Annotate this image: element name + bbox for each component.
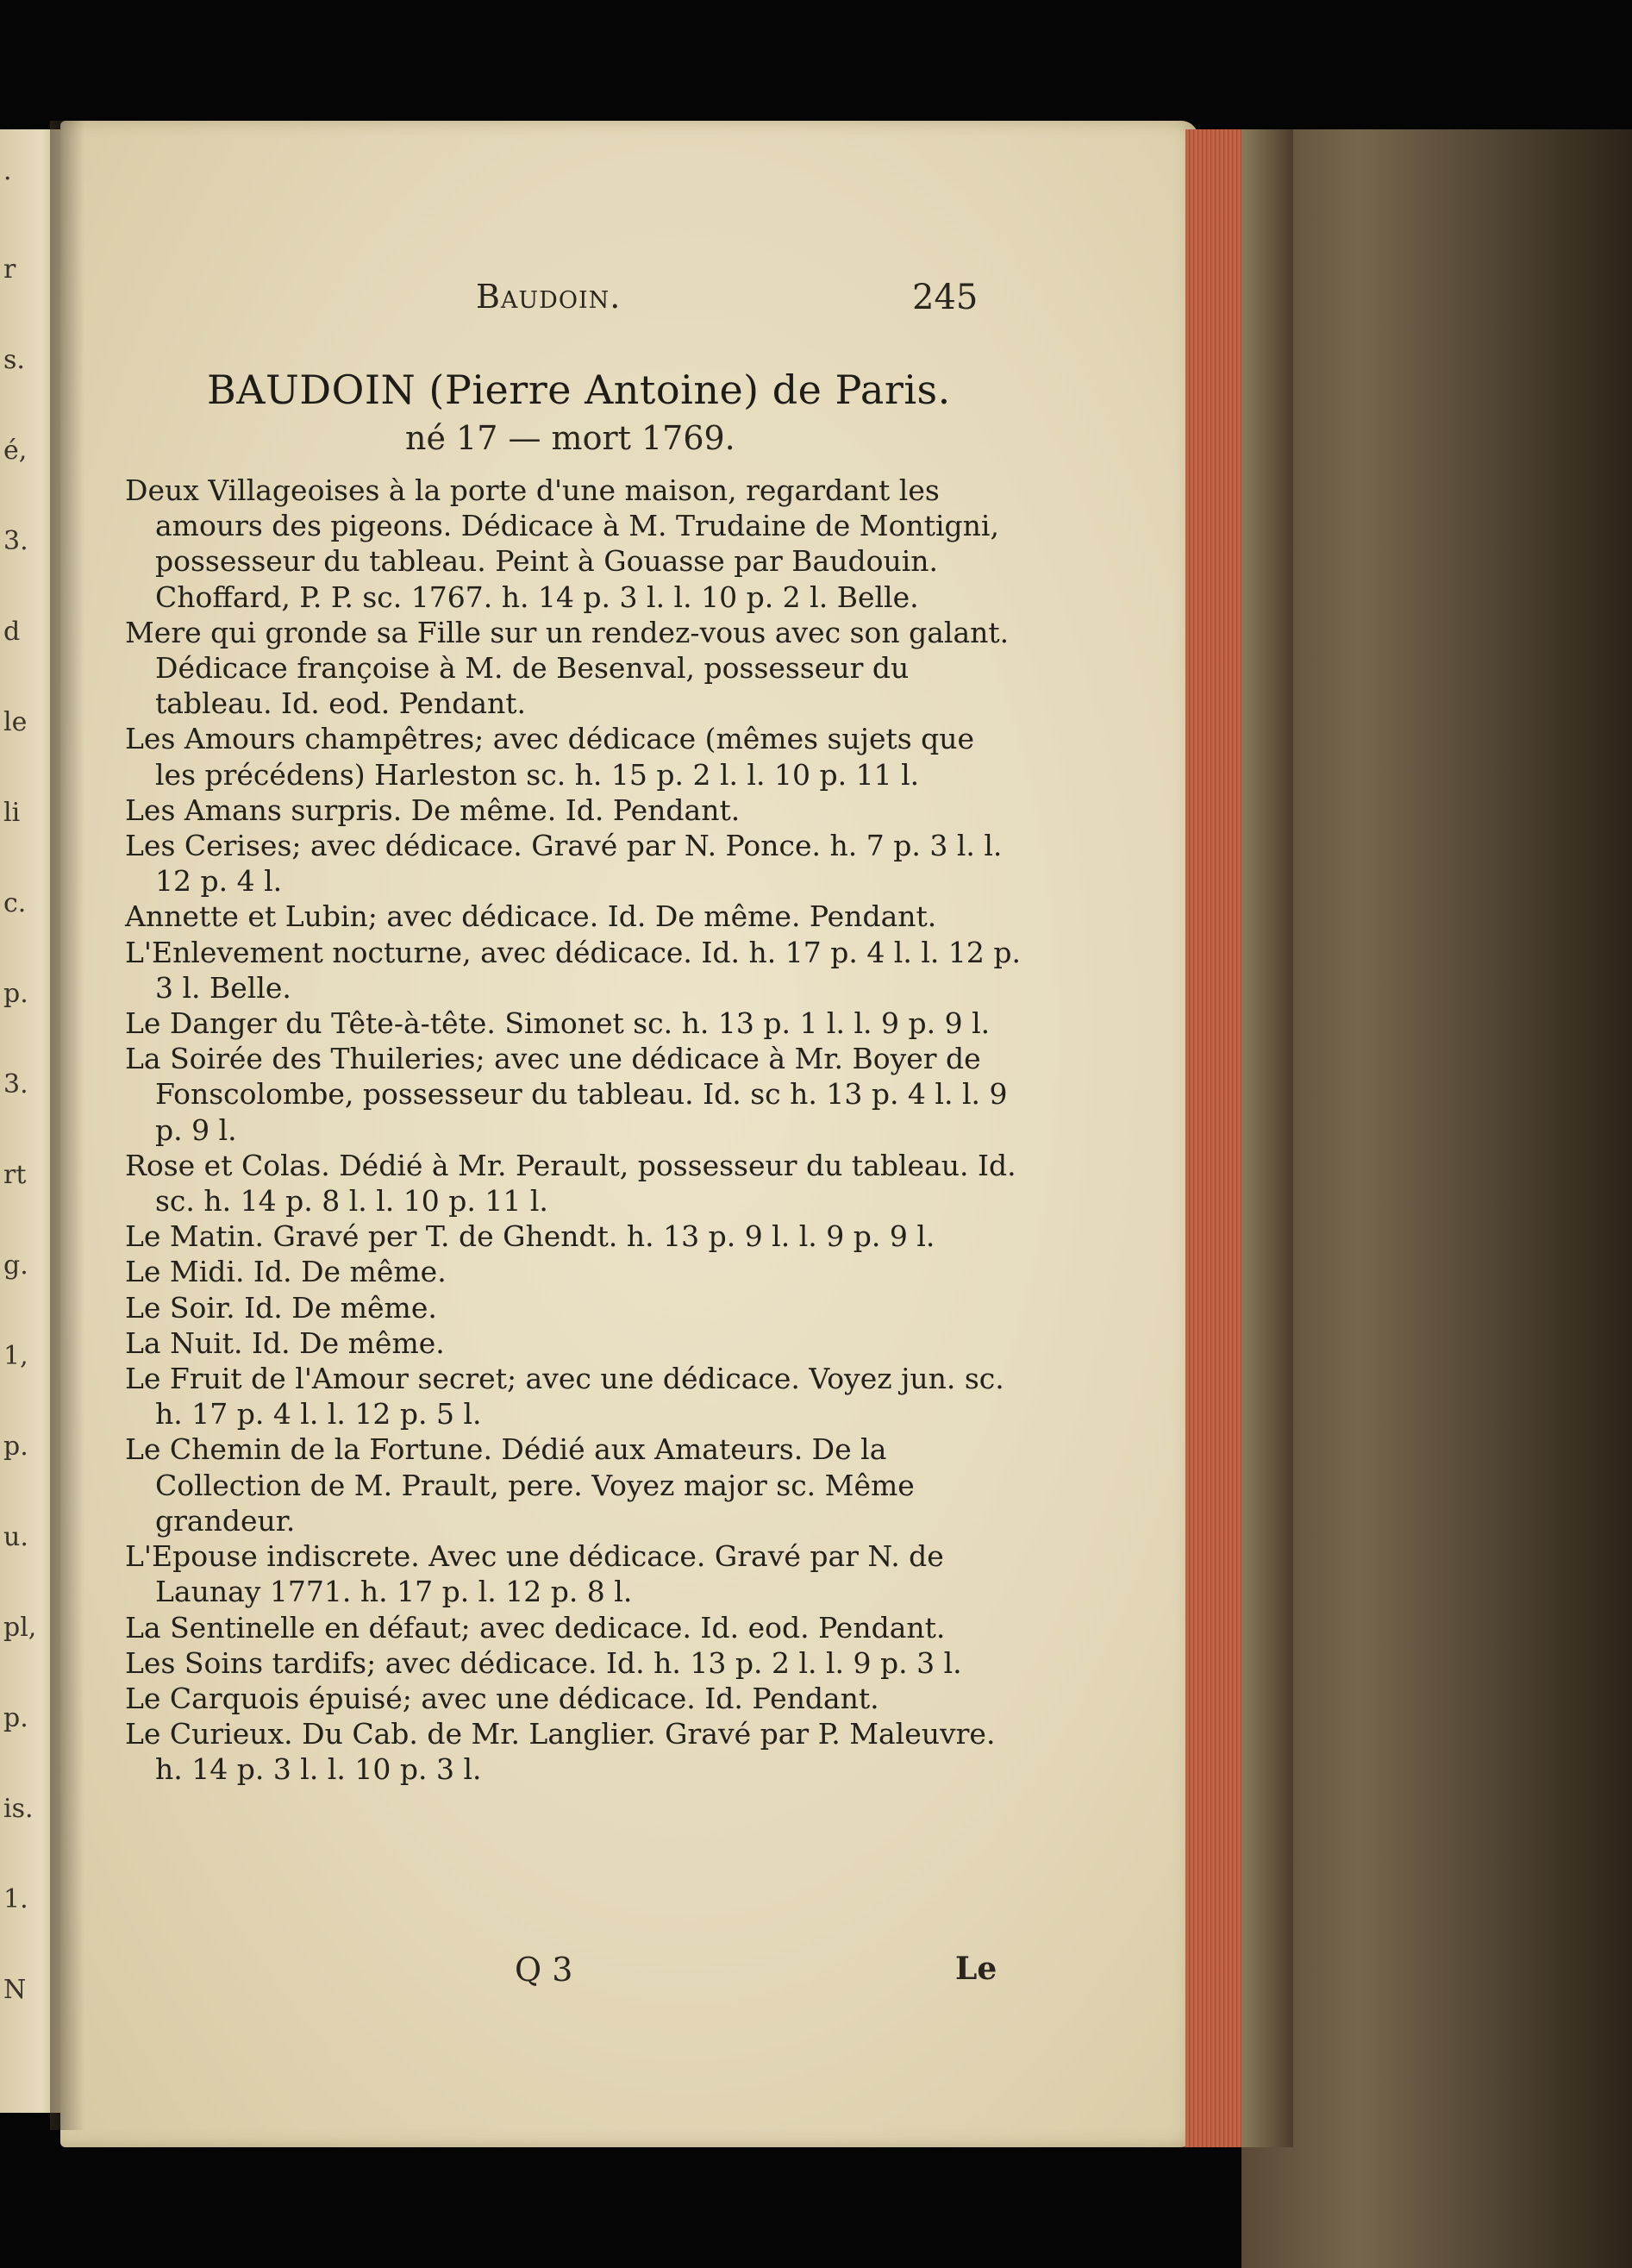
catalogue-entry: Le Soir. Id. De même. xyxy=(125,1290,437,1325)
facing-page-fragment: p. xyxy=(3,979,28,1009)
catalogue-entry: Rose et Colas. Dédié à Mr. Perault, possesseur du tableau. Id. sc. h. 14 p. 8 l. l. 10 p. 11 l. xyxy=(125,1148,1016,1219)
catalogue-entry: La Sentinelle en défaut; avec dedicace. Id. eod. Pendant. xyxy=(125,1610,946,1645)
artist-heading: BAUDOIN (Pierre Antoine) de Paris. xyxy=(207,367,951,413)
facing-page-fragment: rt xyxy=(3,1160,27,1190)
facing-page-fragment: p. xyxy=(3,1703,28,1733)
catalogue-entry: Le Fruit de l'Amour secret; avec une dédicace. Voyez jun. sc. h. 17 p. 4 l. l. 12 p. 5 l. xyxy=(125,1362,1004,1432)
facing-page-fragment: s. xyxy=(3,345,25,375)
catalogue-entry: La Soirée des Thuileries; avec une dédicace à Mr. Boyer de Fonscolombe, possesseur du tableau. Id. sc h. 13 p. 4 l. l. 9 p. 9 l. xyxy=(125,1042,1008,1147)
catalogue-entry: L'Enlevement nocturne, avec dédicace. Id. h. 17 p. 4 l. l. 12 p. 3 l. Belle. xyxy=(125,935,1021,1005)
facing-page-fragment: · xyxy=(3,164,12,194)
facing-page-fragment: 1. xyxy=(3,1884,28,1914)
catalogue-entry: Le Matin. Gravé per T. de Ghendt. h. 13 p. 9 l. l. 9 p. 9 l. xyxy=(125,1219,935,1254)
catalogue-entry: Le Carquois épuisé; avec une dédicace. Id. Pendant. xyxy=(125,1681,879,1715)
catalogue-entry: Le Chemin de la Fortune. Dédié aux Amateurs. De la Collection de M. Prault, pere. Voyez major sc. Même grandeur. xyxy=(125,1432,915,1538)
catalogue-entry: L'Epouse indiscrete. Avec une dédicace. Gravé par N. de Launay 1771. h. 17 p. l. 12 p. 8 l. xyxy=(125,1539,944,1609)
signature-mark: Q 3 xyxy=(515,1951,573,1989)
facing-page-fragment: r xyxy=(3,254,16,285)
facing-page-fragment: 1, xyxy=(3,1341,28,1371)
catalogue-entry: Les Amans surpris. De même. Id. Pendant. xyxy=(125,793,741,827)
catalogue-entry: Les Amours champêtres; avec dédicace (mêmes sujets que les précédens) Harleston sc. h. 15 p. 2 l. l. 10 p. 11 l. xyxy=(125,722,975,792)
facing-page-fragment: c. xyxy=(3,888,27,918)
running-head: Baudoin. xyxy=(476,278,622,316)
cover-edge xyxy=(1241,129,1293,2147)
catalogue-entry: Les Cerises; avec dédicace. Gravé par N. Ponce. h. 7 p. 3 l. l. 12 p. 4 l. xyxy=(125,829,1003,899)
catalogue-entry: La Nuit. Id. De même. xyxy=(125,1325,445,1360)
catalogue-entry: Deux Villageoises à la porte d'une maison, regardant les amours des pigeons. Dédicace à M. Trudaine de Montigni, possesseur du tableau. Peint à Gouasse par Baudouin. Choffard, P. P. sc. 1767. h. 14 p. 3 l. l. 10 p. 2 l. Belle. xyxy=(125,473,999,614)
facing-page-fragment: N xyxy=(3,1975,27,2005)
facing-page-fragment: u. xyxy=(3,1522,28,1552)
page-number: 245 xyxy=(912,278,979,317)
print-entries xyxy=(125,473,1022,1788)
facing-page-fragment: le xyxy=(3,707,28,737)
facing-page-fragment: g. xyxy=(3,1250,28,1281)
catalogue-entry: Mere qui gronde sa Fille sur un rendez-vous avec son galant. Dédicace françoise à M. de Besenval, possesseur du tableau. Id. eod. Pendant. xyxy=(125,615,1010,721)
book-cover-board xyxy=(1241,129,1632,2268)
catalogue-entry: Le Danger du Tête-à-tête. Simonet sc. h. 13 p. 1 l. l. 9 p. 9 l. xyxy=(125,1006,991,1041)
catalogue-entry: Le Curieux. Du Cab. de Mr. Langlier. Gravé par P. Maleuvre. h. 14 p. 3 l. l. 10 p. 3 l. xyxy=(125,1717,996,1787)
facing-page-fragment: é, xyxy=(3,435,28,466)
facing-page-fragment: d xyxy=(3,617,21,647)
artist-dates: né 17 — mort 1769. xyxy=(405,419,735,457)
facing-page-fragment: li xyxy=(3,798,21,828)
page-edges xyxy=(1185,129,1246,2147)
facing-page-fragment: 3. xyxy=(3,526,28,556)
catalogue-entry: Le Midi. Id. De même. xyxy=(125,1255,447,1289)
facing-page-fragment: is. xyxy=(3,1794,34,1824)
facing-page-fragment: pl, xyxy=(3,1613,37,1643)
catalogue-entry: Annette et Lubin; avec dédicace. Id. De même. Pendant. xyxy=(125,899,937,934)
catchword: Le xyxy=(955,1951,997,1987)
gutter-shadow xyxy=(50,121,84,2130)
facing-page-fragment: p. xyxy=(3,1432,28,1462)
catalogue-entry: Les Soins tardifs; avec dédicace. Id. h. 13 p. 2 l. l. 9 p. 3 l. xyxy=(125,1645,962,1680)
facing-page-fragment: 3. xyxy=(3,1069,28,1100)
